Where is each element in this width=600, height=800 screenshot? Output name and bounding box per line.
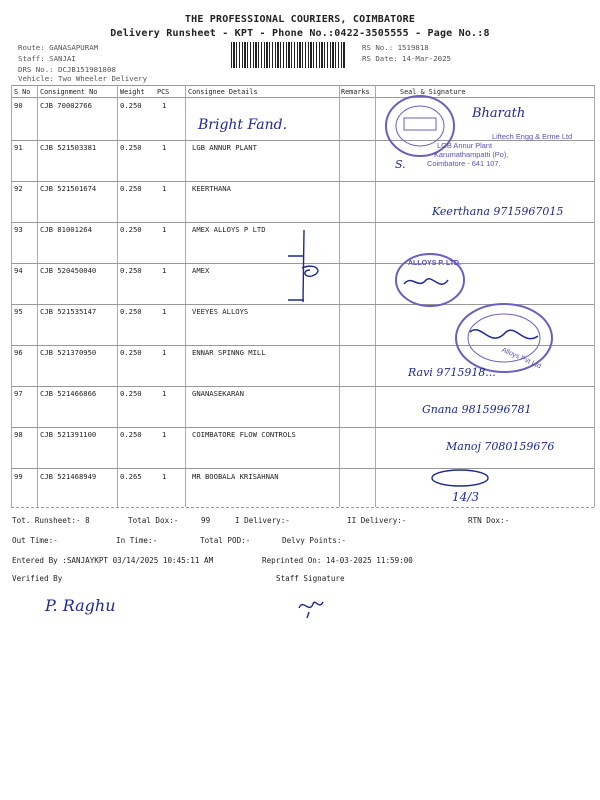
row-consignment-no: CJB 520450040 <box>40 266 97 275</box>
signature-row-98: Manoj 7080159676 <box>446 440 555 453</box>
row-consignee: VEEYES ALLOYS <box>192 307 249 316</box>
row-sno: 92 <box>14 184 23 193</box>
lgb-stamp-line-4: Coimbatore - 641 107. <box>427 159 501 168</box>
row-pcs: 1 <box>162 472 167 481</box>
row-weight: 0.265 <box>120 472 142 481</box>
row-sno: 93 <box>14 225 23 234</box>
signature-row-96: Ravi 9715918... <box>408 366 496 379</box>
row-consignee: KEERTHANA <box>192 184 231 193</box>
signature-row-97: Gnana 9815996781 <box>422 403 532 416</box>
row-weight: 0.250 <box>120 307 142 316</box>
signature-row-92: Keerthana 9715967015 <box>432 205 564 218</box>
row-consignment-no: CJB 521503381 <box>40 143 97 152</box>
row-sno: 98 <box>14 430 23 439</box>
col-header-seal: Seal & Signature <box>400 88 466 96</box>
verified-by-signature: P. Raghu <box>45 596 116 615</box>
row-pcs: 1 <box>162 101 167 110</box>
col-header-pcs: PCS <box>157 88 170 96</box>
table-top-border <box>11 85 594 86</box>
signature-row-90: Bharath <box>472 106 526 121</box>
row-weight: 0.250 <box>120 430 142 439</box>
out-time: Out Time:- <box>12 536 58 545</box>
row-weight: 0.250 <box>120 101 142 110</box>
signature-row-99: 14/3 <box>452 490 479 504</box>
lgb-stamp <box>412 132 572 168</box>
row-consignment-no: CJB 521370950 <box>40 348 97 357</box>
in-time: In Time:- <box>116 536 158 545</box>
row-pcs: 1 <box>162 184 167 193</box>
staff-label: Staff: SANJAI <box>18 54 76 63</box>
row-divider <box>11 181 594 182</box>
lgb-stamp-line-2: LGB Annur Plant <box>437 141 493 150</box>
delvy-points: Delvy Points:- <box>282 536 347 545</box>
row-weight: 0.250 <box>120 184 142 193</box>
row-pcs: 1 <box>162 266 167 275</box>
row-handwritten-consignee: Bright Fand. <box>198 117 288 133</box>
row-sno: 94 <box>14 266 23 275</box>
route-label: Route: GANASAPURAM <box>18 43 99 52</box>
company-title: THE PROFESSIONAL COURIERS, COIMBATORE <box>184 14 416 25</box>
total-dox-value: 99 <box>201 516 211 525</box>
row-consignee: COIMBATORE FLOW CONTROLS <box>192 430 296 439</box>
alloys-stamp-text: ALLOYS P. LTD. <box>408 260 462 267</box>
entered-by: Entered By :SANJAYKPT 03/14/2025 10:45:11 AM <box>12 556 214 565</box>
col-header-consignee: Consignee Details <box>188 88 258 96</box>
row-divider <box>11 386 594 387</box>
row-weight: 0.250 <box>120 266 142 275</box>
rs-number: RS No.: 1519818 <box>362 43 429 52</box>
row-weight: 0.250 <box>120 389 142 398</box>
rtn-dox: RTN Dox:- <box>468 516 510 525</box>
bracket-mark-icon <box>282 228 332 308</box>
runsheet-title: Delivery Runsheet - KPT - Phone No.:0422-3505555 - Page No.:8 <box>110 28 490 39</box>
reprinted-on: Reprinted On: 14-03-2025 11:59:00 <box>262 556 413 565</box>
row-consignee: AMEX ALLOYS P LTD <box>192 225 266 234</box>
col-divider <box>185 85 186 507</box>
row-sno: 99 <box>14 472 23 481</box>
tot-runsheet: Tot. Runsheet:- 8 <box>12 516 90 525</box>
row-sno: 91 <box>14 143 23 152</box>
lgb-stamp-line-3: Karumathampatti (Po), <box>434 150 509 159</box>
drs-label: DRS No.: DCJB151981808 <box>18 65 116 74</box>
row-consignment-no: CJB 70002766 <box>40 101 92 110</box>
verified-by-label: Verified By <box>12 574 63 583</box>
row-weight: 0.250 <box>120 143 142 152</box>
col-divider <box>594 85 595 507</box>
row-sno: 96 <box>14 348 23 357</box>
row-pcs: 1 <box>162 348 167 357</box>
veeyes-stamp-text: Alloys Pvt Ltd <box>500 346 543 371</box>
row-pcs: 1 <box>162 307 167 316</box>
vehicle-label: Vehicle: Two Wheeler Delivery <box>18 74 148 83</box>
row-sno: 97 <box>14 389 23 398</box>
signature-s-row-91: S. <box>395 158 406 171</box>
col-divider <box>117 85 118 507</box>
row-pcs: 1 <box>162 430 167 439</box>
row-consignment-no: CJB 521466866 <box>40 389 97 398</box>
lgb-stamp-line-1: Liftech Engg & Erme Ltd <box>492 132 573 141</box>
total-pod: Total POD:- <box>200 536 251 545</box>
row-pcs: 1 <box>162 389 167 398</box>
row-consignment-no: CJB 521391100 <box>40 430 97 439</box>
table-header-border <box>11 97 594 98</box>
row-consignment-no: CJB 81001264 <box>40 225 92 234</box>
row-weight: 0.250 <box>120 225 142 234</box>
i-delivery: I Delivery:- <box>235 516 290 525</box>
row-consignee: LGB ANNUR PLANT <box>192 143 257 152</box>
row-consignment-no: CJB 521535147 <box>40 307 97 316</box>
alloys-stamp-icon <box>392 250 472 310</box>
col-divider <box>37 85 38 507</box>
row-pcs: 1 <box>162 225 167 234</box>
col-header-weight: Weight <box>120 88 145 96</box>
row-sno: 95 <box>14 307 23 316</box>
staff-signature-mark-icon <box>295 592 329 618</box>
row-consignee: ENNAR SPINNG MILL <box>192 348 266 357</box>
signature-loop-icon <box>428 466 498 492</box>
col-divider <box>375 85 376 507</box>
col-divider <box>11 85 12 507</box>
row-divider <box>11 468 594 469</box>
barcode-image <box>231 42 345 68</box>
col-header-consignment: Consignment No <box>40 88 98 96</box>
row-consignee: MR BOOBALA KRISAHNAN <box>192 472 279 481</box>
row-divider <box>11 222 594 223</box>
row-weight: 0.250 <box>120 348 142 357</box>
rs-date: RS Date: 14-Mar-2025 <box>362 54 451 63</box>
staff-signature-label: Staff Signature <box>276 574 345 583</box>
row-divider <box>11 427 594 428</box>
row-sno: 90 <box>14 101 23 110</box>
row-consignee: AMEX <box>192 266 210 275</box>
col-header-sno: S No <box>14 88 31 96</box>
row-consignment-no: CJB 521501674 <box>40 184 97 193</box>
ii-delivery: II Delivery:- <box>347 516 407 525</box>
col-header-remarks: Remarks <box>341 88 370 96</box>
row-consignee: GNANASEKARAN <box>192 389 244 398</box>
col-divider <box>339 85 340 507</box>
row-consignment-no: CJB 521468949 <box>40 472 97 481</box>
total-dox-label: Total Dox:- <box>128 516 179 525</box>
row-pcs: 1 <box>162 143 167 152</box>
table-bottom-border <box>11 507 594 508</box>
